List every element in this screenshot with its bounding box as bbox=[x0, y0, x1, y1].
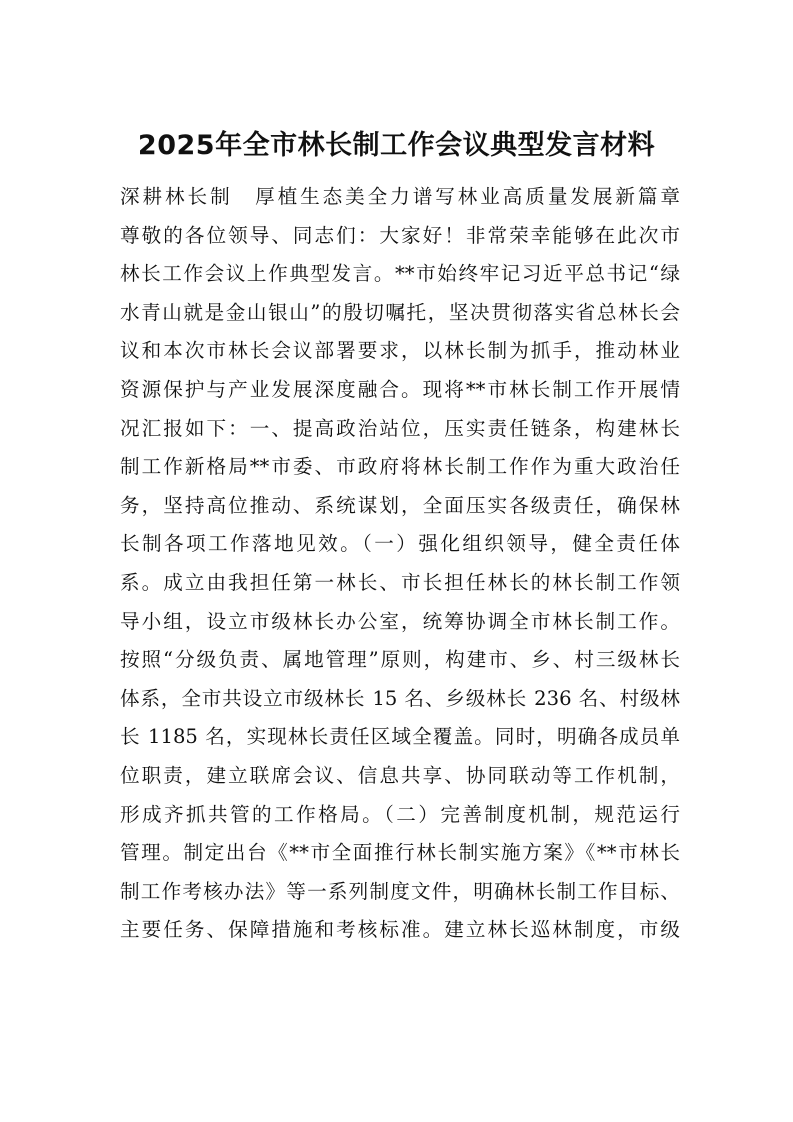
document-body bbox=[120, 178, 680, 950]
body-line: 议和本次市林长会议部署要求，以林长制为抓手，推动林业 bbox=[120, 339, 680, 363]
body-line: 主要任务、保障措施和考核标准。建立林长巡林制度，市级 bbox=[120, 918, 680, 942]
document-title: 2025年全市林长制工作会议典型发言材料 bbox=[137, 130, 656, 161]
body-line: 形成齐抓共管的工作格局。（二）完善制度机制，规范运行 bbox=[120, 802, 680, 826]
body-line: 导小组，设立市级林长办公室，统筹协调全市林长制工作。 bbox=[120, 609, 680, 633]
body-line: 尊敬的各位领导、同志们：大家好！非常荣幸能够在此次市 bbox=[120, 223, 680, 247]
body-line: 务，坚持高位推动、系统谋划，全面压实各级责任，确保林 bbox=[120, 493, 680, 517]
body-line: 按照“分级负责、属地管理”原则，构建市、乡、村三级林长 bbox=[120, 648, 680, 672]
body-line: 制工作新格局**市委、市政府将林长制工作作为重大政治任 bbox=[120, 455, 680, 479]
body-line: 资源保护与产业发展深度融合。现将**市林长制工作开展情 bbox=[120, 377, 680, 401]
body-line: 长 1185 名，实现林长责任区域全覆盖。同时，明确各成员单 bbox=[120, 725, 680, 749]
body-line: 深耕林长制 厚植生态美全力谱写林业高质量发展新篇章 bbox=[120, 185, 680, 208]
body-line: 林长工作会议上作典型发言。**市始终牢记习近平总书记“绿 bbox=[120, 262, 680, 286]
body-line: 长制各项工作落地见效。（一）强化组织领导，健全责任体 bbox=[120, 532, 680, 556]
body-line: 况汇报如下：一、提高政治站位，压实责任链条，构建林长 bbox=[120, 416, 680, 440]
body-line: 制工作考核办法》等一系列制度文件，明确林长制工作目标、 bbox=[120, 879, 680, 903]
body-line: 系。成立由我担任第一林长、市长担任林长的林长制工作领 bbox=[120, 570, 680, 594]
body-line: 水青山就是金山银山”的殷切嘱托，坚决贯彻落实省总林长会 bbox=[120, 300, 680, 324]
body-line: 管理。制定出台《**市全面推行林长制实施方案》《**市林长 bbox=[120, 841, 680, 865]
body-line: 体系，全市共设立市级林长 15 名、乡级林长 236 名、村级林 bbox=[120, 686, 680, 710]
body-line: 位职责，建立联席会议、信息共享、协同联动等工作机制， bbox=[120, 763, 680, 787]
